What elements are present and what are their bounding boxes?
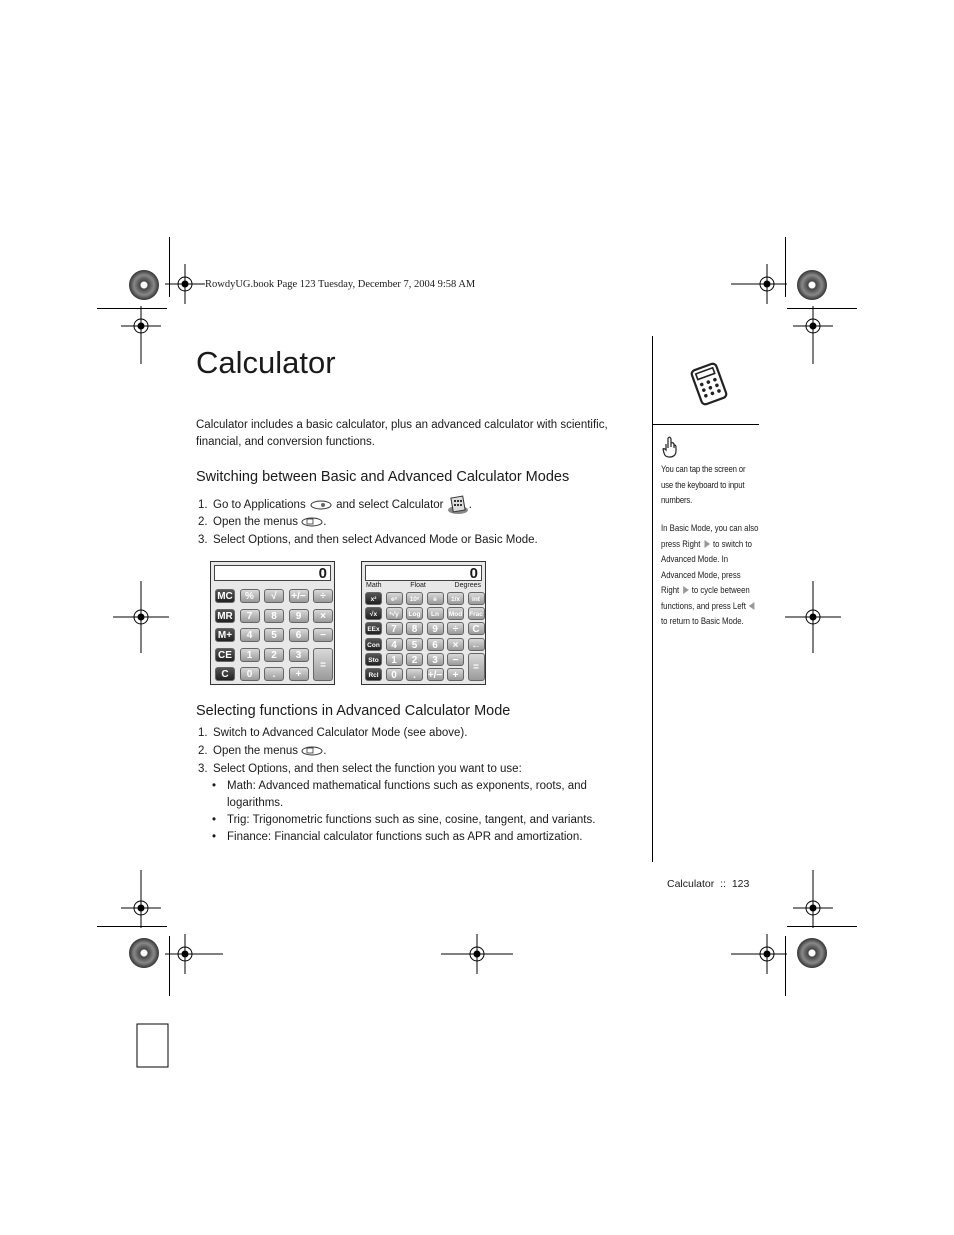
calc-key: int [468, 592, 485, 605]
calc-key: + [289, 667, 309, 681]
page-footer [667, 878, 749, 890]
calc-key: 10ˣ [406, 592, 423, 605]
calculator-app-icon [447, 495, 469, 515]
calc-key: C [468, 622, 485, 635]
basic-calculator-screenshot [210, 561, 335, 685]
applications-icon [309, 499, 333, 511]
calc-key: 7 [386, 622, 403, 635]
calculator-display: 0 [214, 565, 331, 581]
tip-hand-icon [662, 436, 678, 458]
calc-key: 9 [289, 609, 309, 623]
calc-key: 0 [386, 668, 403, 681]
left-arrow-icon [748, 601, 756, 611]
menu-icon [301, 745, 323, 757]
calc-key: 8 [406, 622, 423, 635]
calc-key: x² [365, 592, 382, 605]
step-item: 1. Switch to Advanced Calculator Mode (see above). [198, 727, 468, 739]
calc-key: Frac [468, 607, 485, 620]
calc-key: 9 [427, 622, 444, 635]
page-title: Calculator [196, 345, 336, 380]
advanced-calculator-screenshot [361, 561, 486, 685]
calc-key: Rcl [365, 668, 382, 681]
mode-label-float: Float [410, 582, 426, 589]
step-item: 2. Open the menus . [198, 745, 327, 757]
calc-key: Con [365, 638, 382, 651]
bullet-item-trig: • Trig: Trigonometric functions such as sine, cosine, tangent, and variants. [212, 814, 596, 826]
calc-key: 0 [240, 667, 260, 681]
calc-key: − [313, 628, 333, 642]
calc-key: Mod [447, 607, 464, 620]
calc-key: Log [406, 607, 423, 620]
footer-page-number: 123 [731, 878, 750, 890]
mode-bar [366, 582, 481, 591]
section-heading-advanced-functions: Selecting functions in Advanced Calculator Mode [196, 703, 511, 719]
calc-key: 8 [264, 609, 284, 623]
calc-key: × [313, 609, 333, 623]
calc-key: + [447, 668, 464, 681]
calculator-display: 0 [365, 565, 482, 581]
calc-key: 2 [406, 653, 423, 666]
calc-key: 1/x [447, 592, 464, 605]
step-item: 3. Select Options, and then select the function you want to use: [198, 763, 522, 775]
calc-key: 7 [240, 609, 260, 623]
calc-key: √x [365, 607, 382, 620]
calc-key: +/− [427, 670, 443, 681]
print-header: RowdyUG.book Page 123 Tuesday, December 7, 2004 9:58 AM [205, 279, 476, 290]
calc-key: M+ [215, 628, 235, 642]
function-bullets [212, 778, 607, 846]
calc-key: = [468, 653, 485, 681]
calc-key: MR [215, 609, 235, 623]
calc-key: . [406, 668, 423, 681]
mode-label-degrees: Degrees [454, 582, 481, 589]
calculator-chapter-icon [688, 362, 730, 406]
step-item: 2. Open the menus . [198, 516, 327, 528]
calc-key: 5 [406, 638, 423, 651]
calc-key: % [240, 589, 260, 603]
calc-key: 1 [386, 653, 403, 666]
steps-list-functions [198, 724, 638, 778]
calc-key: 5 [264, 628, 284, 642]
step-item: 3. Select Options, and then select Advanced Mode or Basic Mode. [198, 534, 538, 546]
mode-label-math: Math [366, 582, 382, 589]
calc-key: 6 [289, 628, 309, 642]
calc-key: 3 [289, 648, 309, 662]
right-arrow-icon [703, 539, 711, 549]
calc-key: √ [264, 589, 284, 603]
calc-key: − [447, 653, 464, 666]
sidebar-tip: In Basic Mode, you can also press Right to switch to Advanced Mode. In Advanced Mode, press Right to cycle between functions, and press Left to return to Basic Mode. [661, 523, 759, 627]
bullet-item-finance: • Finance: Financial calculator functions such as APR and amortization. [212, 831, 583, 843]
step-item: 1. Go to Applications and select Calculator . [198, 495, 638, 513]
calc-key: EEx [365, 622, 382, 635]
calc-key: Sto [365, 653, 382, 666]
calc-key: e [427, 592, 444, 605]
bullet-item-math: • Math: Advanced mathematical functions such as exponents, roots, and logarithms. [212, 780, 587, 809]
calc-key: 4 [386, 638, 403, 651]
calc-key: ˣ√y [386, 607, 403, 620]
calc-key: ÷ [447, 622, 464, 635]
calc-key: 4 [240, 628, 260, 642]
sidebar-divider [652, 336, 653, 862]
calc-key: = [313, 648, 333, 682]
right-arrow-icon [681, 585, 689, 595]
section-heading-switching-modes: Switching between Basic and Advanced Calculator Modes [196, 469, 570, 485]
calc-key: +/− [289, 589, 309, 603]
footer-section: Calculator [667, 878, 715, 890]
intro-paragraph: Calculator includes a basic calculator, plus an advanced calculator with scientific, financial, and conversion functions. [196, 419, 608, 448]
steps-list-switching [198, 495, 638, 549]
calc-key: eˣ [386, 592, 403, 605]
calc-key: MC [215, 589, 235, 603]
sidebar-divider [652, 424, 759, 425]
calc-key: . [264, 667, 284, 681]
footer-separator: :: [720, 878, 726, 890]
menu-icon [301, 516, 323, 528]
sidebar-tip: You can tap the screen or use the keyboard to input numbers. [661, 464, 746, 506]
calc-key: C [215, 667, 235, 681]
calc-key: ÷ [313, 589, 333, 603]
calc-key: 3 [427, 653, 444, 666]
calc-key: ← [468, 638, 485, 651]
calc-key: 1 [240, 648, 260, 662]
calc-key: CE [215, 648, 235, 662]
calc-key: 6 [427, 638, 444, 651]
calc-key: 2 [264, 648, 284, 662]
calc-key: × [447, 638, 464, 651]
calc-key: Ln [427, 607, 444, 620]
